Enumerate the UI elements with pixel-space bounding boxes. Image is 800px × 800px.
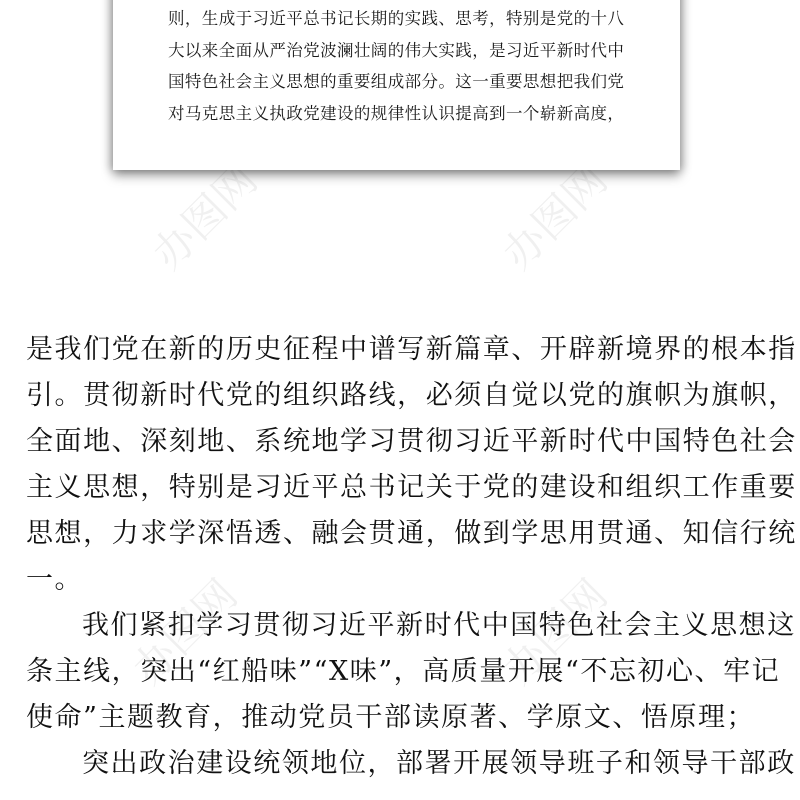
text-line: 一。 xyxy=(26,564,84,595)
excerpt-line: 对马克思主义执政党建设的规律性认识提高到一个崭新高度， xyxy=(168,103,625,123)
text-line: 引。贯彻新时代党的组织路线，必须自觉以党的旗帜为旗帜， xyxy=(26,380,797,411)
article-body xyxy=(26,327,797,787)
text-line: 思想，力求学深悟透、融会贯通，做到学思用贯通、知信行统 xyxy=(26,518,797,549)
excerpt-text xyxy=(168,3,648,129)
watermark: 办图网 xyxy=(492,154,617,279)
paragraph xyxy=(26,603,796,741)
text-line: 突出政治建设统领地位，部署开展领导班子和领导干部政 xyxy=(82,748,796,779)
watermark: 办图网 xyxy=(142,154,267,279)
excerpt-line: 大以来全面从严治党波澜壮阔的伟大实践，是习近平新时代中 xyxy=(168,40,625,60)
text-line: 条主线，突出“红船味”“X味”，高质量开展“不忘初心、牢记 xyxy=(26,656,781,687)
excerpt-line: 国特色社会主义思想的重要组成部分。这一重要思想把我们党 xyxy=(168,72,625,91)
paragraph xyxy=(26,741,796,787)
paragraph xyxy=(26,327,797,603)
watermark: 办图网 xyxy=(492,569,617,694)
text-line: 主义思想，特别是习近平总书记关于党的建设和组织工作重要 xyxy=(26,472,797,503)
watermark: 办图网 xyxy=(122,569,247,694)
excerpt-line: 则，生成于习近平总书记长期的实践、思考，特别是党的十八 xyxy=(168,9,625,28)
text-line: 使命”主题教育，推动党员干部读原著、学原文、悟原理； xyxy=(26,702,756,733)
text-line: 是我们党在新的历史征程中谱写新篇章、开辟新境界的根本指 xyxy=(26,334,797,365)
text-line: 我们紧扣学习贯彻习近平新时代中国特色社会主义思想这 xyxy=(82,610,796,641)
text-line: 全面地、深刻地、系统地学习贯彻习近平新时代中国特色社会 xyxy=(26,426,797,457)
excerpt-card xyxy=(113,0,680,170)
